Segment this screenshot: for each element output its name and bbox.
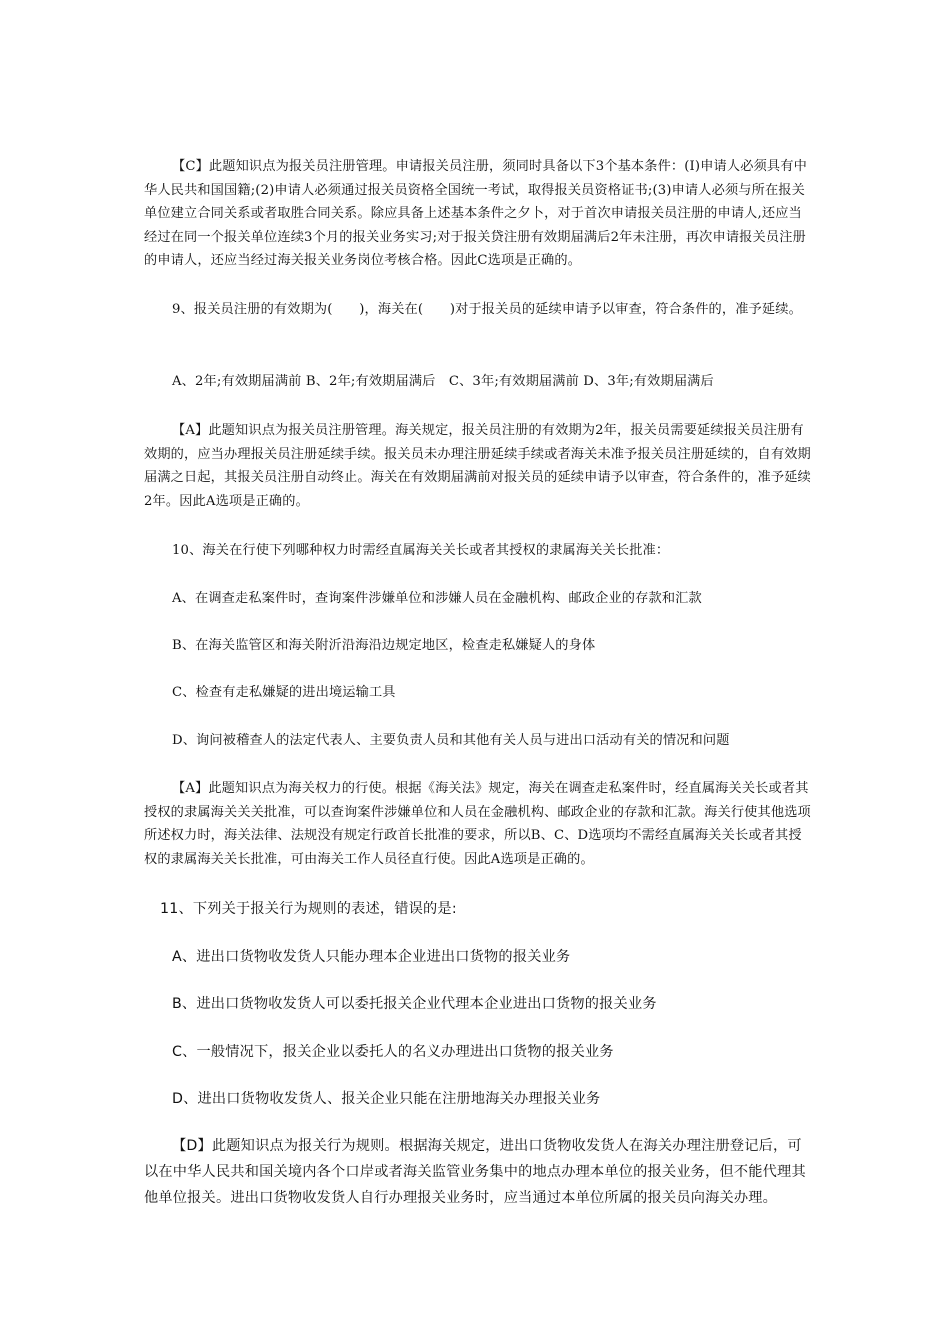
question-11-option-b: B、进出口货物收发货人可以委托报关企业代理本企业进出口货物的报关业务 [172, 996, 657, 1012]
answer-10-explanation: 【A】此题知识点为海关权力的行使。根据《海关法》规定，海关在调查走私案件时，经直属海关关长或者其授权的隶属海关关关批准，可以查询案件涉嫌单位和人员在金融机构、邮政企业的存款和汇款。海关行使其他选项所述权力时，海关法律、法规没有规定行政首长批准的要求，所以B、C、D选项均不需经直属海关关长或者其授权的隶属海关关长批准，可由海关工作人员径直行使。因此A选项是正确的。 [144, 781, 811, 867]
question-10-option-a: A、在调查走私案件时，查询案件涉嫌单位和涉嫌人员在金融机构、邮政企业的存款和汇款 [172, 591, 702, 606]
answer-9-explanation: 【A】此题知识点为报关员注册管理。海关规定，报关员注册的有效期为2年，报关员需要延续报关员注册有效期的，应当办理报关员注册延续手续。报关员未办理注册延续手续或者海关未准予报关员注册延续的，自有效期届满之日起，其报关员注册自动终止。海关在有效期届满前对报关员的延续申请予以审查，符合条件的，准予延续2年。因此A选项是正确的。 [144, 423, 811, 509]
question-10: 10、海关在行使下列哪种权力时需经直属海关关长或者其授权的隶属海关关长批准： [172, 543, 670, 558]
question-9: 9、报关员注册的有效期为( )，海关在( )对于报关员的延续申请予以审查，符合条件的，准予延续。 [172, 302, 802, 317]
question-11-option-c: C、一般情况下，报关企业以委托人的名义办理进出口货物的报关业务 [172, 1044, 614, 1060]
question-10-option-b: B、在海关监管区和海关附沂沿海沿边规定地区，检查走私嫌疑人的身体 [172, 638, 596, 653]
question-11-option-d: D、进出口货物收发货人、报关企业只能在注册地海关办理报关业务 [172, 1091, 601, 1107]
question-11-option-a: A、进出口货物收发货人只能办理本企业进出口货物的报关业务 [172, 949, 571, 965]
question-9-options: A、2年;有效期届满前 B、2年;有效期届满后 C、3年;有效期届满前 D、3年;有效期届满后 [172, 374, 714, 389]
question-10-option-d: D、询问被稽查人的法定代表人、主要负责人员和其他有关人员与进出口活动有关的情况和问题 [172, 733, 730, 748]
answer-11-explanation: 【D】此题知识点为报关行为规则。根据海关规定，进出口货物收发货人在海关办理注册登记后，可以在中华人民共和国关境内各个口岸或者海关监管业务集中的地点办理本单位的报关业务，但不能代理其他单位报关。进出口货物收发货人自行办理报关业务时，应当通过本单位所属的报关员向海关办理。 [144, 1138, 806, 1206]
question-11: 11、下列关于报关行为规则的表述，错误的是: [160, 901, 457, 917]
question-10-option-c: C、检查有走私嫌疑的进出境运输工具 [172, 685, 396, 700]
answer-8-explanation: 【C】此题知识点为报关员注册管理。申请报关员注册，须同时具备以下3个基本条件：(I)申请人必须具有中华人民共和国国籍;(2)申请人必须通过报关员资格全国统一考试，取得报关员资格证书;(3)申请人必须与所在报关单位建立合同关系或者取胜合同关系。除应具备上述基本条件之夕卜，对于首次申请报关员注册的申请人,还应当经过在同一个报关单位连续3个月的报关业务实习;对于报关贷注册有效期届满后2年未注册，再次申请报关员注册的申请人，还应当经过海关报关业务岗位考核合格。因此C选项是正确的。 [144, 159, 807, 268]
